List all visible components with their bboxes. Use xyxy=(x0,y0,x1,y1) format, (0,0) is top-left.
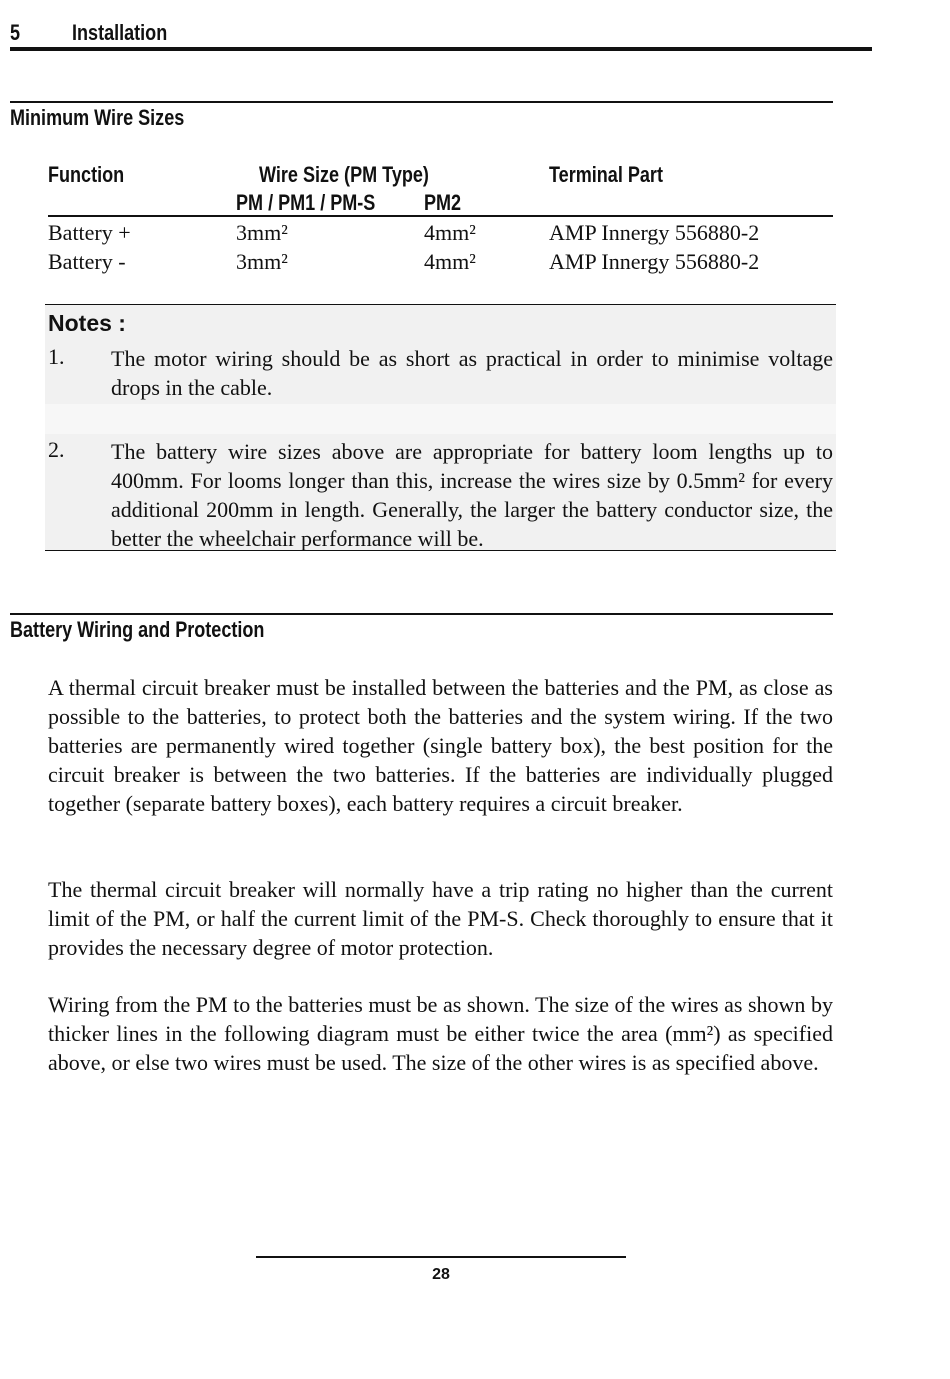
table-header-rule xyxy=(48,215,833,217)
notes-divider-band xyxy=(45,404,836,434)
chapter-number: 5 xyxy=(10,20,21,45)
notes-title: Notes : xyxy=(48,310,126,336)
note-text: The motor wiring should be as short as practical in order to minimise voltage drops in the cable. xyxy=(111,346,833,400)
table-cell-pm: 3mm² xyxy=(236,249,288,274)
table-subheader-pm2: PM2 xyxy=(424,190,462,215)
note-number: 2. xyxy=(48,437,65,462)
table-header-wire-size: Wire Size (PM Type) xyxy=(259,162,429,187)
page-number: 28 xyxy=(432,1266,450,1283)
body-paragraph: A thermal circuit breaker must be installed between the batteries and the PM, as close as possible to the batteries, to protect both the batteries and the system wiring. If the two batteries are permanently wired together (single battery box), the best position for the circuit breaker is between the two batteries. If the batteries are individually plugged together (separate battery boxes), each battery requires a circuit breaker. xyxy=(48,675,833,816)
chapter-title: Installation xyxy=(72,20,168,45)
table-cell-terminal: AMP Innergy 556880-2 xyxy=(549,249,760,274)
table-cell-pm2: 4mm² xyxy=(424,249,476,274)
body-paragraph: Wiring from the PM to the batteries must be as shown. The size of the wires as shown by thicker lines in the following diagram must be either twice the area (mm²) as specified above, or else two wires must be used. The size of the other wires is as specified above. xyxy=(48,992,833,1075)
header-rule xyxy=(10,47,872,51)
section-rule-battery xyxy=(10,613,833,615)
table-cell-terminal: AMP Innergy 556880-2 xyxy=(549,220,760,245)
body-paragraph: The thermal circuit breaker will normally have a trip rating no higher than the current limit of the PM, or half the current limit of the PM-S. Check thoroughly to ensure that it provides the necessary degree of motor protection. xyxy=(48,877,833,960)
table-cell-function: Battery - xyxy=(48,249,126,274)
table-header-terminal: Terminal Part xyxy=(549,162,663,187)
note-text: The battery wire sizes above are appropriate for battery loom lengths up to 400mm. For looms longer than this, increase the wires size by 0.5mm² for every additional 200mm in length. Generally, the larger the battery conductor size, the better the wheelchair performance will be. xyxy=(111,439,833,551)
table-subheader-pm-group: PM / PM1 / PM-S xyxy=(236,190,376,215)
section-heading-wire-sizes: Minimum Wire Sizes xyxy=(10,105,185,130)
section-rule-wire-sizes xyxy=(10,101,833,103)
section-heading-battery: Battery Wiring and Protection xyxy=(10,617,265,642)
footer-rule xyxy=(256,1256,626,1258)
table-cell-pm2: 4mm² xyxy=(424,220,476,245)
table-header-function: Function xyxy=(48,162,125,187)
table-cell-function: Battery + xyxy=(48,220,131,245)
table-cell-pm: 3mm² xyxy=(236,220,288,245)
note-number: 1. xyxy=(48,344,65,369)
